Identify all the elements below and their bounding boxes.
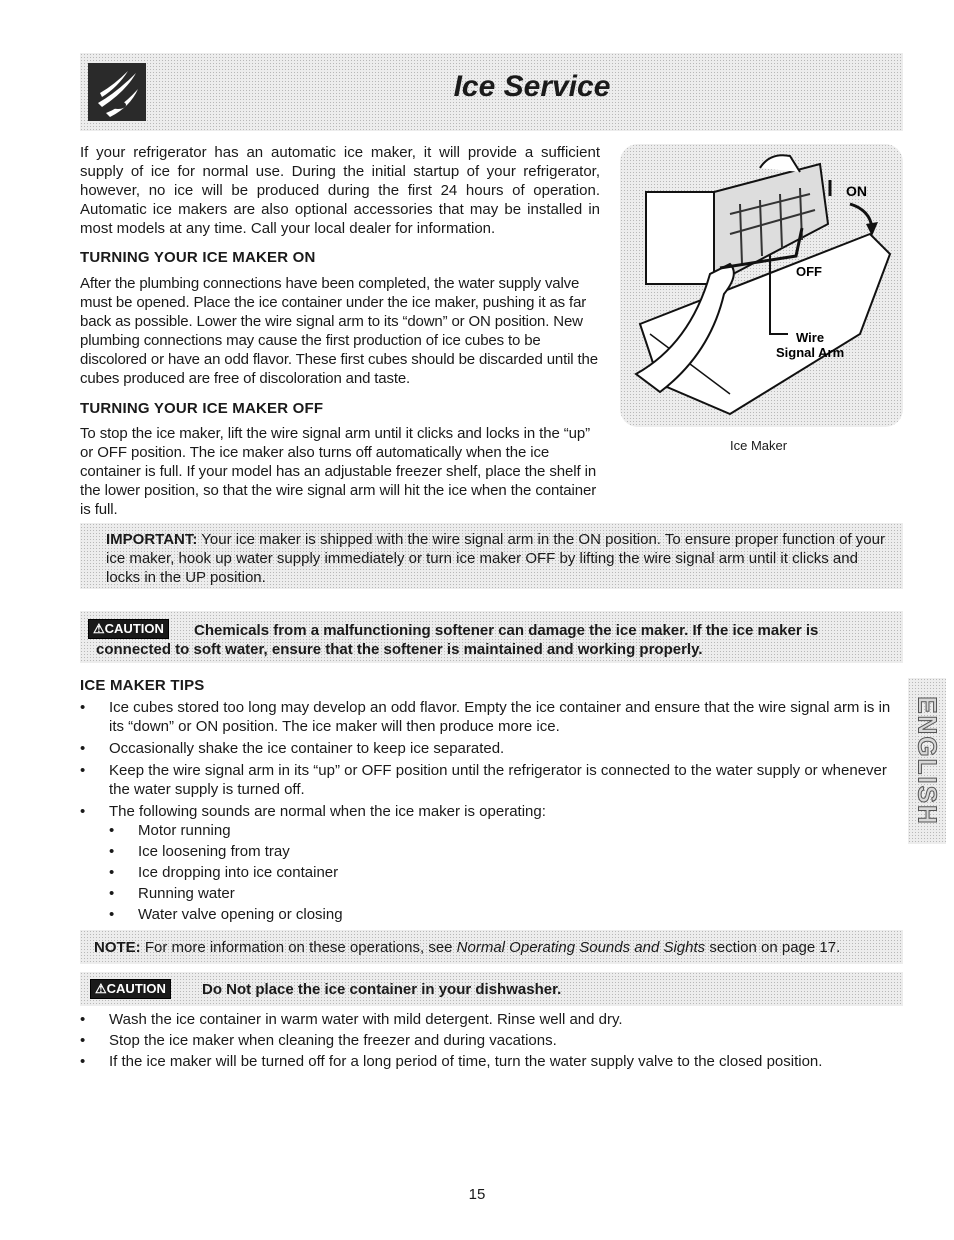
sounds-list <box>138 821 538 924</box>
heading-ice-maker-tips: ICE MAKER TIPS <box>80 677 205 694</box>
list-item: • Water valve opening or closing <box>138 905 538 924</box>
warning-triangle-icon: ⚠ <box>93 621 105 636</box>
list-item: • Occasionally shake the ice container to keep ice separated. <box>109 739 906 758</box>
list-item: • The following sounds are normal when the ice maker is operating: <box>109 802 906 821</box>
tips-list <box>109 698 906 821</box>
caution-box-softener <box>80 611 903 663</box>
note-label: NOTE: <box>94 939 141 956</box>
list-item: • Running water <box>138 884 538 903</box>
heading-turning-off: TURNING YOUR ICE MAKER OFF <box>80 400 324 417</box>
caution-badge: ⚠CAUTION <box>90 979 171 999</box>
page-title: Ice Service <box>453 70 611 103</box>
page-number: 15 <box>468 1186 486 1203</box>
caution-box-dishwasher <box>80 972 903 1006</box>
caution-badge: ⚠CAUTION <box>88 619 169 639</box>
list-item: • Keep the wire signal arm in its “up” or OFF position until the refrigerator is connected to the water supply or whenever the water supply is turned off. <box>109 761 906 799</box>
note-box: NOTE: For more information on these operations, see Normal Operating Sounds and Sights section on page 17. <box>80 930 903 964</box>
care-list <box>109 1010 906 1071</box>
caution-softener-text: Chemicals from a malfunctioning softener can damage the ice maker. If the ice maker is connected to soft water, ensure that the softener is maintained and working properly. <box>96 622 819 658</box>
note-reference: Normal Operating Sounds and Sights <box>456 939 706 956</box>
label-off: OFF <box>796 264 822 279</box>
list-item: • Ice dropping into ice container <box>138 863 538 882</box>
list-item: • Motor running <box>138 821 538 840</box>
turning-on-paragraph: After the plumbing connections have been completed, the water supply valve must be opened. Place the ice container under the ice maker, pushing it as far back as possible. Lower the wire signal arm to its “down” or ON position. New plumbing connections may cause the first production of ice cubes to be discolored or have an odd flavor. These first cubes should be discarded until the cubes produced are free of discoloration and taste. <box>80 275 598 387</box>
list-item: • Stop the ice maker when cleaning the freezer and during vacations. <box>109 1031 906 1050</box>
label-wire: Wire <box>796 330 825 345</box>
turning-off-paragraph: To stop the ice maker, lift the wire signal arm until it clicks and locks in the “up” or OFF position. The ice maker also turns off automatically when the ice container is full. If your model has an adjustable freezer shelf, place the shelf in the lower position, so that the wire signal arm will hit the ice when the container is full. <box>80 425 597 518</box>
language-tab <box>908 678 946 844</box>
warning-triangle-icon: ⚠ <box>95 981 107 996</box>
important-text: Your ice maker is shipped with the wire signal arm in the ON position. To ensure proper function of your ice maker, hook up water supply immediately or turn ice maker OFF by lifting the wire signal arm until it clicks and locks in the UP position. <box>106 531 885 586</box>
language-tab-label: ENGLISH <box>912 696 943 826</box>
label-on: ON <box>846 183 867 199</box>
heading-turning-on: TURNING YOUR ICE MAKER ON <box>80 249 316 266</box>
list-item: • If the ice maker will be turned off for a long period of time, turn the water supply valve to the closed position. <box>109 1052 906 1071</box>
important-label: IMPORTANT: <box>106 531 198 548</box>
label-signal-arm: Signal Arm <box>776 345 845 360</box>
list-item: • Ice cubes stored too long may develop an odd flavor. Empty the ice container and ensure that the wire signal arm is in its “down” or ON position. The ice maker will then produce more ice. <box>109 698 906 736</box>
ice-maker-illustration <box>620 144 903 427</box>
figure-caption: Ice Maker <box>730 438 788 453</box>
list-item: • Wash the ice container in warm water with mild detergent. Rinse well and dry. <box>109 1010 906 1029</box>
intro-paragraph: If your refrigerator has an automatic ice maker, it will provide a sufficient supply of ice for normal use. During the initial startup of your refrigerator, however, no ice will be produced during the first 24 hours of operation. Automatic ice makers are also optional accessories that may be installed in most models at any time. Call your local dealer for information. <box>80 144 600 237</box>
important-box <box>80 523 903 589</box>
caution-dishwasher-text: Do Not place the ice container in your dishwasher. <box>202 981 562 998</box>
ice-maker-housing <box>646 192 714 284</box>
list-item: • Ice loosening from tray <box>138 842 538 861</box>
